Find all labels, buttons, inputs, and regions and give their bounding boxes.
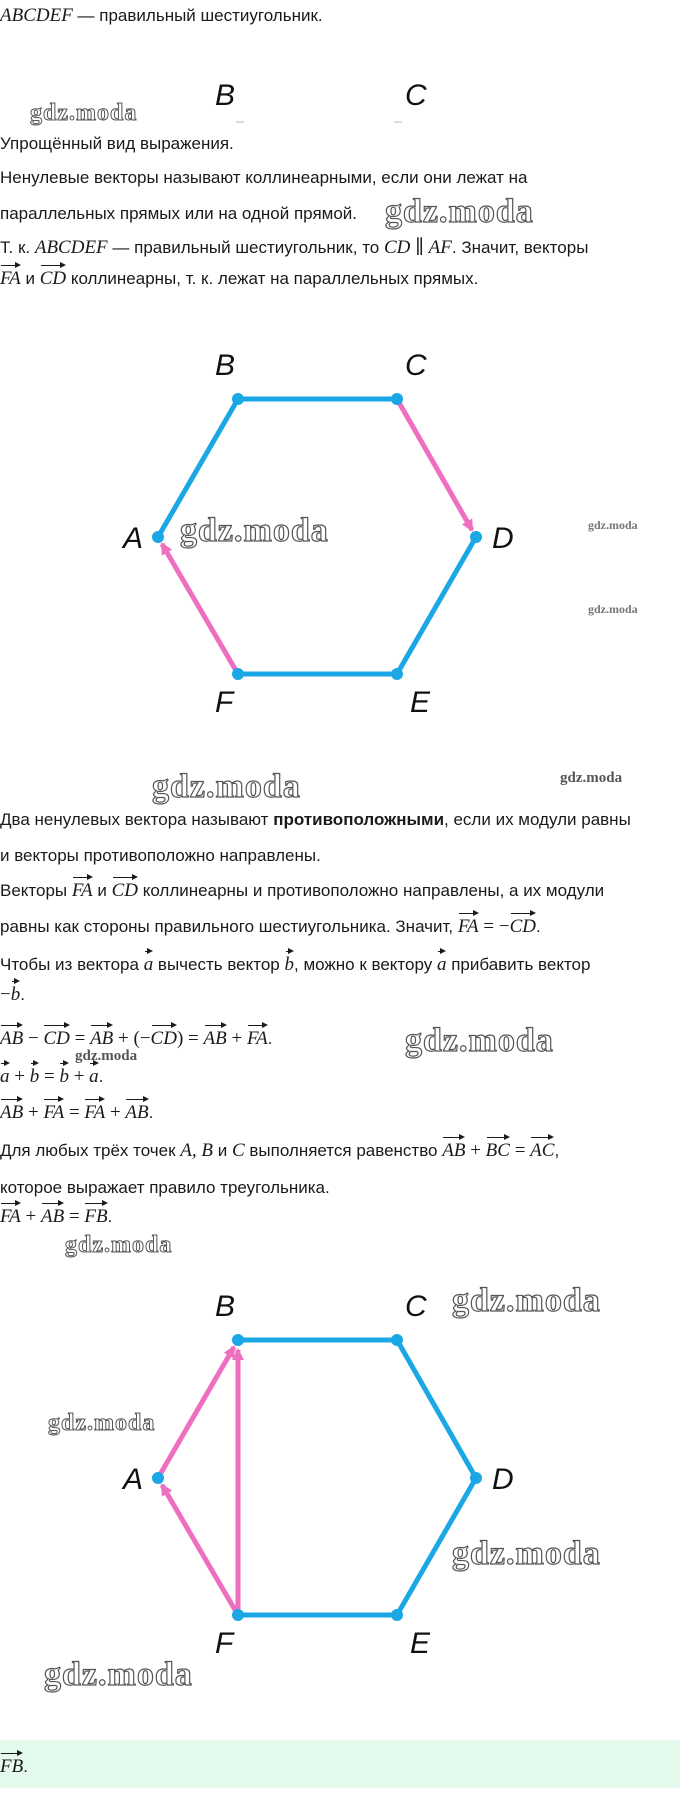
vector: AB	[0, 1022, 23, 1048]
text: которое выражает правило треугольника.	[0, 1178, 330, 1197]
text: .	[98, 1067, 104, 1086]
math: =	[69, 1028, 91, 1049]
text: и	[92, 881, 112, 900]
math: =	[64, 1102, 85, 1123]
math: , B	[191, 1140, 213, 1161]
opposite-definition-1	[0, 808, 631, 832]
math: −	[0, 984, 11, 1005]
text: и	[213, 1141, 232, 1160]
watermark: gdz.moda	[405, 1022, 554, 1059]
math: =	[509, 1140, 531, 1161]
math: ABCDEF	[34, 237, 108, 258]
math: C	[231, 1140, 245, 1161]
text: Для любых трёх точек	[0, 1141, 181, 1160]
text: выполняется равенство	[244, 1141, 443, 1160]
math: ) =	[176, 1028, 204, 1049]
vector: b	[11, 978, 21, 1004]
vertex-label-B: B	[215, 79, 236, 112]
text: .	[267, 1029, 273, 1048]
math: CD	[383, 237, 411, 258]
vertex-label-E: E	[410, 686, 431, 719]
text: .	[23, 1757, 28, 1776]
vector-AB	[158, 1347, 234, 1478]
math: =	[39, 1066, 60, 1087]
equation-4	[0, 1200, 112, 1229]
vector: AB	[0, 1096, 23, 1122]
text: — правильный шестиугольник.	[72, 6, 323, 25]
watermark: gdz.moda	[152, 768, 301, 805]
watermark: gdz.moda	[560, 770, 623, 786]
text: Т. к.	[0, 238, 35, 257]
subtraction-rule-2	[0, 978, 25, 1007]
equation-3	[0, 1096, 153, 1125]
vertex-label-B: B	[215, 349, 236, 382]
text: Упрощённый вид выражения.	[0, 134, 234, 153]
text: прибавить вектор	[446, 955, 591, 974]
math: AF	[428, 237, 452, 258]
equation-1	[0, 1022, 272, 1051]
vector: FA	[0, 1200, 21, 1226]
text: Чтобы из вектора	[0, 955, 144, 974]
vertex-label-D: D	[492, 522, 514, 555]
reasoning-line-1	[0, 236, 588, 260]
watermark: gdz.moda	[44, 1656, 193, 1693]
vector: a	[0, 1060, 10, 1086]
math: =	[64, 1206, 85, 1227]
math: +	[68, 1066, 90, 1087]
text: .	[107, 1207, 113, 1226]
watermark: gdz.moda	[180, 512, 329, 549]
math: A	[180, 1140, 192, 1161]
vector: a	[437, 948, 447, 974]
vector: CD	[151, 1022, 177, 1048]
vertex-label-F: F	[215, 686, 234, 719]
text: . Значит, векторы	[451, 238, 589, 257]
answer-box	[0, 1740, 680, 1788]
vector: AB	[442, 1134, 465, 1160]
answer-line	[0, 1750, 28, 1779]
opposite-definition-2	[0, 844, 321, 868]
vector: AB	[204, 1022, 227, 1048]
definition-line-2	[0, 202, 357, 226]
watermark: gdz.moda	[588, 518, 638, 532]
vector: CD	[43, 1022, 69, 1048]
vectors-line-1	[0, 874, 604, 903]
text: Два ненулевых вектора называют	[0, 810, 274, 829]
watermark: gdz.moda	[48, 1410, 156, 1436]
vector: FB	[84, 1200, 107, 1226]
text: и	[20, 269, 40, 288]
vector: AC	[530, 1134, 554, 1160]
vector-FA	[162, 1485, 238, 1615]
math: +	[23, 1102, 44, 1123]
vertex-label-C: C	[405, 349, 427, 382]
vertex-label-A: A	[123, 522, 144, 555]
text: , можно к вектору	[294, 955, 437, 974]
text: ,	[554, 1141, 560, 1160]
watermark: gdz.moda	[385, 193, 534, 230]
vertex-label-C: C	[405, 79, 427, 112]
vertex-label-F: F	[215, 1627, 234, 1660]
vector: b	[285, 948, 295, 974]
watermark: gdz.moda	[75, 1048, 138, 1064]
text: и векторы противоположно направлены.	[0, 846, 321, 865]
vector-FA	[162, 544, 238, 674]
text: коллинеарны и противоположно направлены, а их модули	[138, 881, 605, 900]
watermark: gdz.moda	[30, 100, 138, 126]
vector: a	[144, 948, 154, 974]
intro-line	[0, 4, 323, 28]
watermark: gdz.moda	[588, 602, 638, 616]
vertex-label-D: D	[492, 1463, 514, 1496]
watermark: gdz.moda	[452, 1535, 601, 1572]
vertex-label-A: A	[123, 1463, 144, 1496]
simplified-line	[0, 132, 234, 156]
text: вычесть вектор	[153, 955, 285, 974]
vector: CD	[112, 874, 138, 900]
text: параллельных прямых или на одной прямой.	[0, 204, 358, 223]
vectors-line-2	[0, 910, 541, 939]
vector: AB	[41, 1200, 64, 1226]
vector: b	[30, 1060, 40, 1086]
vector: AB	[125, 1096, 148, 1122]
text: .	[20, 985, 25, 1004]
subtraction-rule-1	[0, 948, 590, 977]
vector: FB	[0, 1750, 23, 1776]
math: +	[20, 1206, 41, 1227]
vector: FA	[84, 1096, 105, 1122]
vector: a	[89, 1060, 99, 1086]
math-hexagon: ABCDEF	[0, 5, 73, 26]
math: +	[226, 1028, 247, 1049]
math: ∥	[410, 237, 429, 258]
text: — правильный шестиугольник, то	[107, 238, 384, 257]
term: противоположными	[273, 810, 445, 829]
text: .	[535, 917, 541, 936]
vector: CD	[510, 910, 536, 936]
text: коллинеарны, т. к. лежат на параллельных прямых.	[66, 269, 479, 288]
text: Векторы	[0, 881, 72, 900]
vector: AB	[90, 1022, 113, 1048]
reasoning-line-2	[0, 262, 478, 291]
vector: FA	[458, 910, 479, 936]
math: +	[465, 1140, 486, 1161]
vector: FA	[247, 1022, 268, 1048]
vector: CD	[40, 262, 66, 288]
math: + (−	[113, 1028, 151, 1049]
vector: FA	[72, 874, 93, 900]
text: , если их модули равны	[444, 810, 631, 829]
hexagon-figure-1	[0, 330, 680, 730]
vertex-label-B: B	[215, 1290, 236, 1323]
vector: BC	[486, 1134, 510, 1160]
text: Ненулевые векторы называют коллинеарными, если они лежат на	[0, 168, 528, 187]
watermark: gdz.moda	[65, 1232, 173, 1258]
text: .	[148, 1103, 154, 1122]
watermark: gdz.moda	[452, 1282, 601, 1319]
vector: FA	[43, 1096, 64, 1122]
hexagon-figure-2	[0, 1270, 680, 1670]
triangle-rule-2	[0, 1176, 330, 1200]
math: +	[9, 1066, 30, 1087]
definition-line-1	[0, 166, 527, 190]
triangle-rule-1	[0, 1134, 559, 1163]
vertex-label-C: C	[405, 1290, 427, 1323]
vector-CD	[397, 399, 472, 530]
math: = −	[478, 916, 510, 937]
text: равны как стороны правильного шестиугольника. Значит,	[0, 917, 458, 936]
math: −	[23, 1028, 44, 1049]
vertex-label-E: E	[410, 1627, 431, 1660]
vector: FA	[0, 262, 21, 288]
vector: b	[59, 1060, 69, 1086]
math: +	[105, 1102, 126, 1123]
